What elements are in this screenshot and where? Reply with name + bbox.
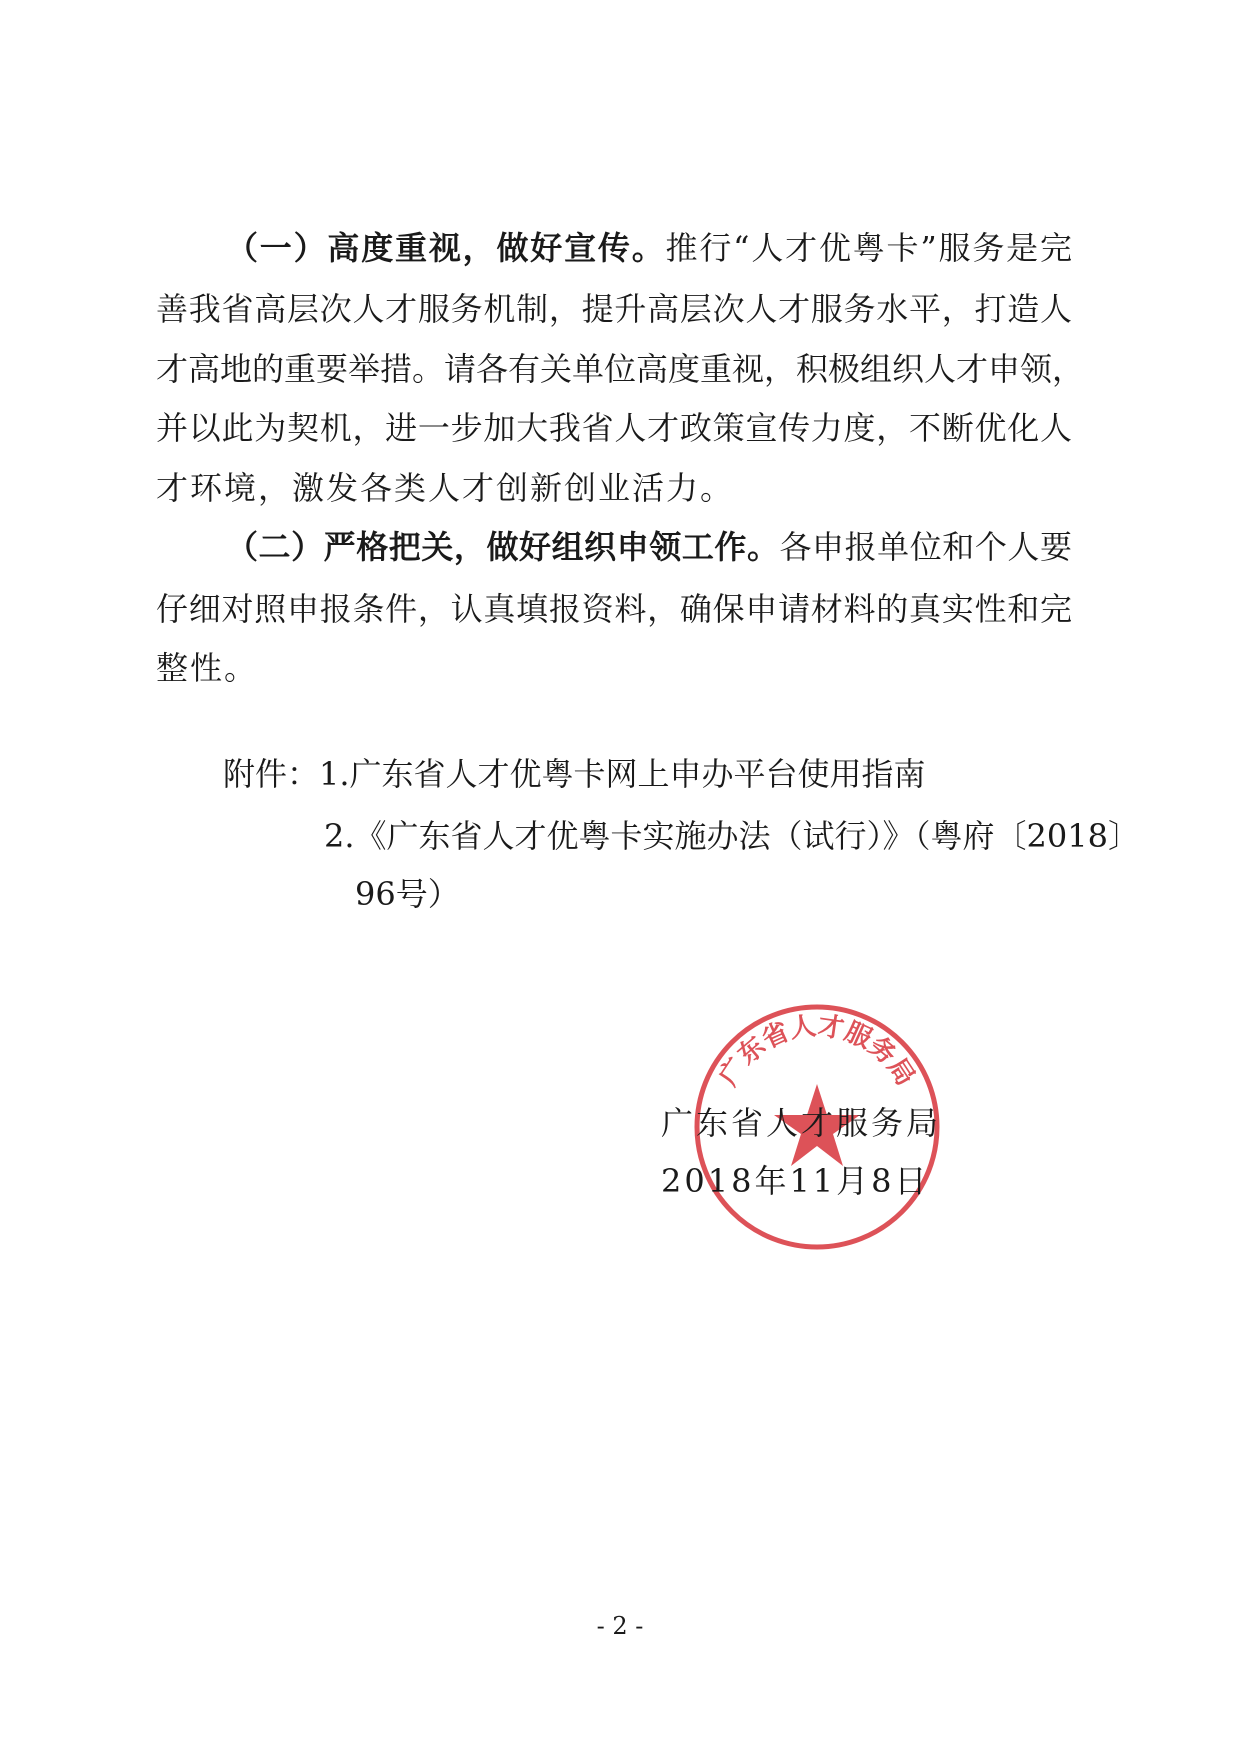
- paragraph2-heading: （二）严格把关，做好组织申领工作。: [226, 528, 780, 566]
- paragraph2-line1: [226, 525, 1072, 569]
- paragraph1-line4: 并以此为契机，进一步加大我省人才政策宣传力度，不断优化人: [156, 409, 1072, 447]
- signature-date: 2018年11月8日: [661, 1162, 930, 1200]
- paragraph2-line3: 整性。: [156, 649, 259, 687]
- paragraph1-heading: （一）高度重视，做好宣传。: [226, 229, 666, 267]
- signature-organization: 广东省人才服务局: [661, 1104, 942, 1142]
- paragraph1-line2: 善我省高层次人才服务机制，提升高层次人才服务水平，打造人: [156, 290, 1072, 328]
- attachment-1: [223, 752, 926, 796]
- attachment-2: 2.《广东省人才优粤卡实施办法（试行）》（粤府〔2018〕: [324, 817, 1140, 855]
- attachment-2-cont: 96号）: [355, 875, 460, 913]
- text: 推行“人才优粤卡”服务是完: [665, 229, 1072, 267]
- paragraph2-line2: 仔细对照申报条件，认真填报资料，确保申请材料的真实性和完: [156, 590, 1072, 628]
- text: 各申报单位和个人要: [779, 528, 1072, 566]
- attachment-text: 1.广东省人才优粤卡网上申办平台使用指南: [319, 755, 926, 793]
- paragraph1-line5: 才环境，激发各类人才创新创业活力。: [156, 469, 735, 507]
- paragraph1-line1: [226, 226, 1072, 270]
- paragraph1-line3: 才高地的重要举措。请各有关单位高度重视，积极组织人才申领，: [156, 350, 1085, 388]
- page-number: - 2 -: [596, 1612, 644, 1640]
- seal-text: 广东省人才服务局: [713, 1011, 921, 1092]
- attachments-label: 附件：: [223, 755, 320, 793]
